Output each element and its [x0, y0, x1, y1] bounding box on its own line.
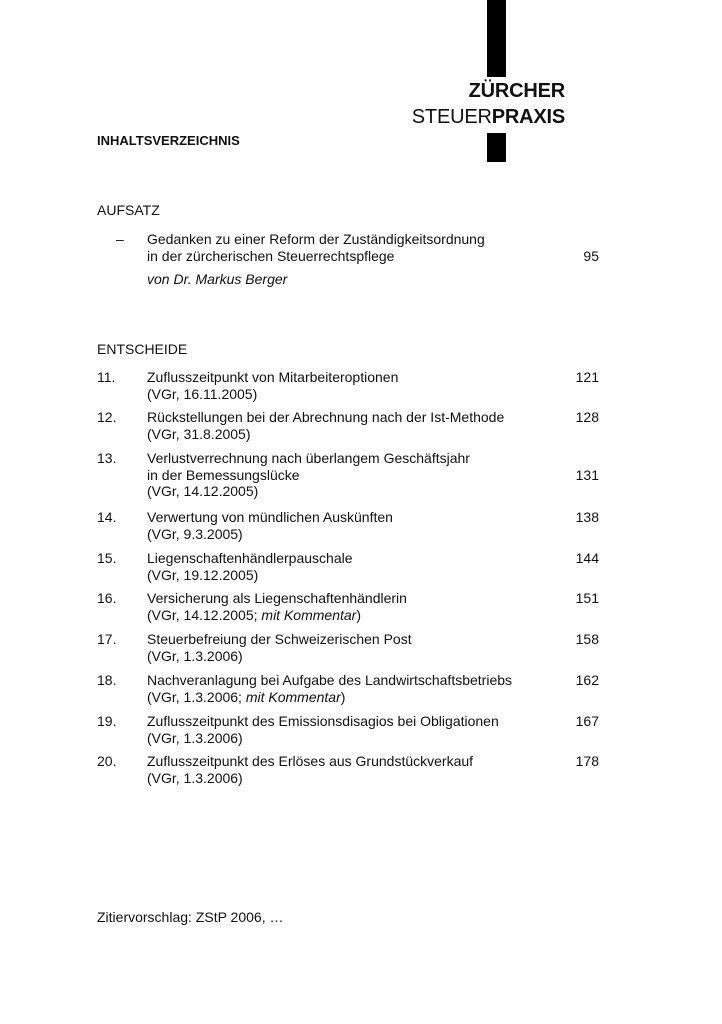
- entry-court-date: (VGr, 1.3.2006): [147, 769, 243, 786]
- entry-title: Zuflusszeitpunkt des Emissionsdisagios bei Obligationen: [147, 713, 499, 729]
- entry-court-date: [147, 607, 557, 624]
- entry-body: [147, 450, 557, 500]
- entry-page-number: 158: [575, 631, 599, 647]
- entry-title: Rückstellungen bei der Abrechnung nach der Ist-Methode: [147, 409, 505, 425]
- entry-page-number: 151: [575, 590, 599, 606]
- aufsatz-entry: [97, 231, 599, 291]
- entry-number: 14.: [97, 509, 117, 525]
- entry-page-number: 121: [575, 369, 599, 385]
- entry-page-number: 178: [575, 753, 599, 769]
- entry-number: 16.: [97, 590, 117, 606]
- entry-author: von Dr. Markus Berger: [147, 271, 288, 287]
- entry-number: 19.: [97, 713, 117, 729]
- logo-title-steuerpraxis: [412, 106, 565, 128]
- decision-entry-17: [97, 631, 599, 665]
- decision-entry-11: [97, 369, 599, 403]
- entry-page-number: 131: [575, 466, 599, 483]
- entry-body: [147, 369, 557, 402]
- entry-page-number: 128: [575, 409, 599, 425]
- entry-marker: –: [116, 231, 124, 247]
- entry-number: 18.: [97, 672, 117, 688]
- entry-title: Zuflusszeitpunkt des Erlöses aus Grundstückverkauf: [147, 753, 474, 769]
- entry-title: Zuflusszeitpunkt von Mitarbeiteroptionen: [147, 369, 399, 385]
- page-title: INHALTSVERZEICHNIS: [97, 133, 240, 148]
- entry-court-date: (VGr, 1.3.2006): [147, 729, 243, 746]
- entry-body: [147, 631, 557, 664]
- entry-body: [147, 409, 557, 442]
- entry-title: Nachveranlagung bei Aufgabe des Landwirtschaftsbetriebs: [147, 672, 513, 688]
- entry-title-line1: Verlustverrechnung nach überlangem Geschäftsjahr: [147, 450, 470, 466]
- decision-entry-18: [97, 672, 599, 706]
- entry-court-date: (VGr, 14.12.2005): [147, 483, 259, 499]
- entry-court-date: (VGr, 31.8.2005): [147, 425, 251, 442]
- court-date-suffix: ): [340, 688, 346, 705]
- entry-number: 12.: [97, 409, 117, 425]
- entry-court-date: (VGr, 16.11.2005): [147, 385, 258, 402]
- decision-entry-20: [97, 753, 599, 787]
- section-heading-entscheide: ENTSCHEIDE: [97, 341, 188, 357]
- entry-title: Versicherung als Liegenschaftenhändlerin: [147, 590, 407, 606]
- court-date-suffix: ): [356, 606, 361, 623]
- logo-praxis: PRAXIS: [491, 106, 565, 128]
- court-date-prefix: (VGr, 1.3.2006;: [147, 688, 246, 705]
- entry-court-date: (VGr, 9.3.2005): [147, 525, 243, 542]
- entry-body: [147, 713, 557, 746]
- entry-title: Liegenschaftenhändlerpauschale: [147, 550, 353, 566]
- entry-number: 17.: [97, 631, 117, 647]
- entry-number: 13.: [97, 450, 117, 466]
- decision-entry-12: [97, 409, 599, 443]
- entry-court-date: (VGr, 19.12.2005): [147, 566, 259, 583]
- logo-steuer: STEUER: [411, 106, 492, 128]
- citation-suggestion: Zitiervorschlag: ZStP 2006, …: [97, 909, 284, 925]
- decision-entry-13: [97, 450, 599, 500]
- entry-body: [147, 753, 557, 786]
- decision-entry-19: [97, 713, 599, 747]
- court-comment-note: mit Kommentar: [261, 606, 357, 623]
- decision-entry-14: [97, 509, 599, 543]
- entry-body: [147, 672, 557, 705]
- entry-court-date: [147, 689, 557, 706]
- logo-bar-bottom: [487, 133, 506, 162]
- entry-page-number: 162: [575, 672, 599, 688]
- entry-number: 20.: [97, 753, 117, 769]
- entry-body: [147, 590, 557, 623]
- entry-page-number: 144: [575, 550, 599, 566]
- entry-title-line2: in der zürcherischen Steuerrechtspflege: [147, 247, 395, 264]
- entry-number: 15.: [97, 550, 117, 566]
- entry-title: Verwertung von mündlichen Auskünften: [147, 509, 393, 525]
- decision-entry-15: [97, 550, 599, 584]
- section-heading-aufsatz: AUFSATZ: [97, 202, 160, 218]
- logo-bar-top: [487, 0, 506, 77]
- entry-page-number: 95: [583, 247, 599, 264]
- decision-entry-16: [97, 590, 599, 624]
- entry-title-line2: in der Bemessungslücke: [147, 466, 300, 483]
- logo-title-zuercher: ZÜRCHER: [468, 80, 565, 102]
- entry-court-date: (VGr, 1.3.2006): [147, 647, 243, 664]
- entry-body: [147, 231, 557, 288]
- court-comment-note: mit Kommentar: [245, 688, 341, 705]
- entry-page-number: 138: [575, 509, 599, 525]
- entry-body: [147, 509, 557, 542]
- entry-title-line1: Gedanken zu einer Reform der Zuständigkeitsordnung: [147, 231, 485, 247]
- entry-body: [147, 550, 557, 583]
- court-date-prefix: (VGr, 14.12.2005;: [147, 606, 262, 623]
- entry-number: 11.: [97, 369, 116, 385]
- entry-title: Steuerbefreiung der Schweizerischen Post: [147, 631, 412, 647]
- entry-page-number: 167: [575, 713, 599, 729]
